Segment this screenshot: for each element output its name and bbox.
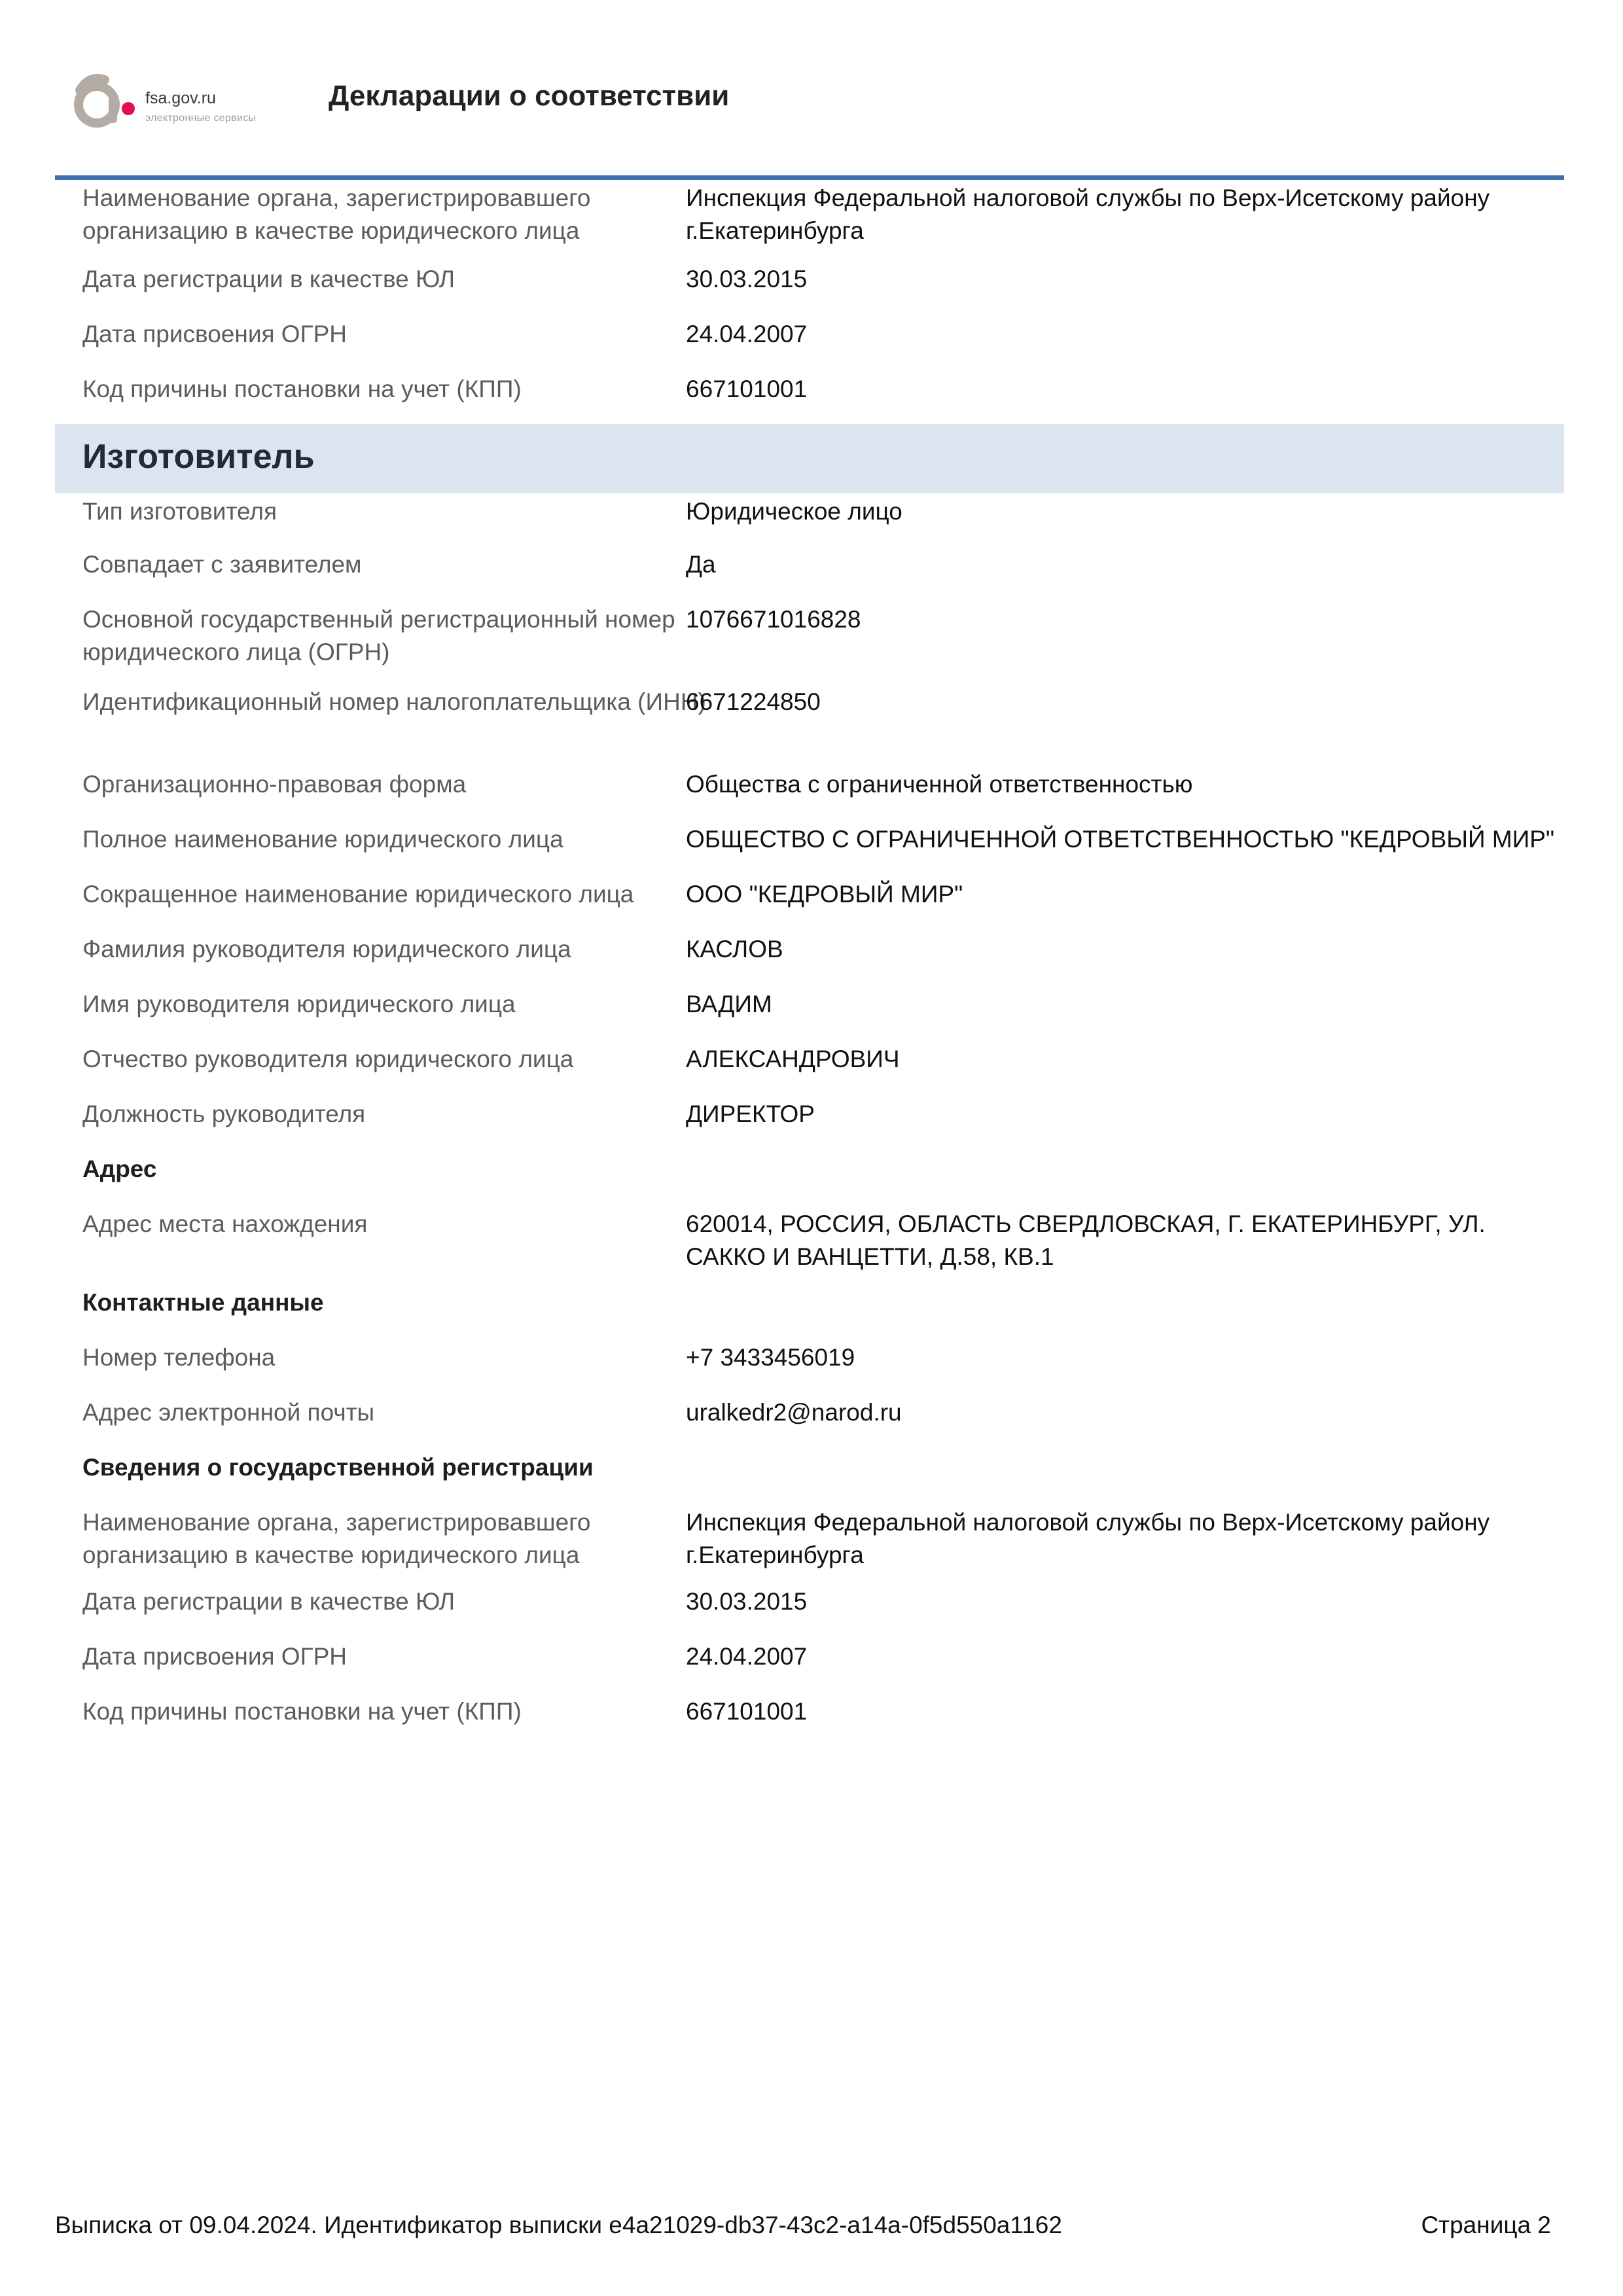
field-label: Должность руководителя: [82, 1101, 366, 1127]
field-label: Номер телефона: [82, 1344, 276, 1371]
subheading-row: [55, 1286, 1564, 1341]
field-value: АЛЕКСАНДРОВИЧ: [686, 1046, 900, 1072]
field-row: [55, 318, 1564, 373]
extract-id-text: Выписка от 09.04.2024. Идентификатор выписки e4a21029-db37-43c2-a14a-0f5d550a1162: [55, 2212, 1062, 2238]
logo-subtext: электронные сервисы: [145, 113, 257, 124]
field-row: [55, 1644, 1564, 1699]
field-label: Дата присвоения ОГРН: [82, 1643, 348, 1670]
field-row: [55, 988, 1564, 1043]
field-row: [55, 1341, 1564, 1396]
field-row: [55, 1208, 1564, 1286]
page-header: [0, 0, 1623, 183]
field-value: 620014, РОССИЯ, ОБЛАСТЬ СВЕРДЛОВСКАЯ, Г. ЕКАТЕРИНБУРГ, УЛ. САККО И ВАНЦЕТТИ, Д.58, КВ.1: [686, 1210, 1486, 1270]
field-label: Отчество руководителя юридического лица: [82, 1046, 574, 1072]
field-value: +7 3433456019: [686, 1344, 855, 1371]
field-label: Дата присвоения ОГРН: [82, 321, 348, 347]
field-row: [55, 933, 1564, 988]
field-value: 6671224850: [686, 688, 821, 715]
field-label: Основной государственный регистрационный номер юридического лица (ОГРН): [82, 606, 675, 665]
field-row: [55, 548, 1564, 603]
field-value: КАСЛОВ: [686, 936, 783, 963]
field-value: ОБЩЕСТВО С ОГРАНИЧЕННОЙ ОТВЕТСТВЕННОСТЬЮ "КЕДРОВЫЙ МИР": [686, 826, 1555, 853]
field-value: 30.03.2015: [686, 266, 808, 292]
field-row: [55, 1699, 1564, 1754]
fsa-logo-icon: [72, 71, 137, 130]
field-label: Адрес места нахождения: [82, 1210, 368, 1237]
field-label: Сокращенное наименование юридического лица: [82, 881, 634, 908]
field-value: ВАДИМ: [686, 991, 772, 1017]
field-row: [55, 823, 1564, 878]
field-value: Общества с ограниченной ответственностью: [686, 771, 1193, 798]
field-value: Юридическое лицо: [686, 498, 902, 525]
header-divider: [55, 175, 1564, 180]
section-title: Изготовитель: [82, 438, 315, 476]
field-row: [55, 1098, 1564, 1153]
field-row: [55, 878, 1564, 933]
registration-heading: Сведения о государственной регистрации: [82, 1454, 594, 1481]
page-title: Декларации о соответствии: [329, 80, 730, 112]
field-row: [55, 373, 1564, 424]
field-row: [55, 180, 1564, 263]
field-row: [55, 263, 1564, 318]
field-label: Совпадает с заявителем: [82, 551, 362, 578]
field-value: 667101001: [686, 376, 808, 402]
field-label: Код причины постановки на учет (КПП): [82, 1698, 522, 1725]
field-value: 24.04.2007: [686, 321, 808, 347]
field-label: Наименование органа, зарегистрировавшего организацию в качестве юридического лица: [82, 1509, 591, 1568]
document-content: [55, 180, 1564, 1754]
logo-text: fsa.gov.ru: [145, 89, 216, 107]
field-value: uralkedr2@narod.ru: [686, 1399, 902, 1426]
section-header-manufacturer: [55, 424, 1564, 493]
field-value: Инспекция Федеральной налоговой службы по Верх-Исетскому району г.Екатеринбурга: [686, 185, 1490, 244]
field-label: Фамилия руководителя юридического лица: [82, 936, 571, 963]
field-label: Адрес электронной почты: [82, 1399, 375, 1426]
subheading-row: [55, 1153, 1564, 1208]
field-row: [55, 1506, 1564, 1589]
field-value: ДИРЕКТОР: [686, 1101, 815, 1127]
field-row: [55, 686, 1564, 768]
field-value: 1076671016828: [686, 606, 861, 633]
address-heading: Адрес: [82, 1156, 157, 1182]
field-value: Инспекция Федеральной налоговой службы по Верх-Исетскому району г.Екатеринбурга: [686, 1509, 1490, 1568]
field-row: [55, 1589, 1564, 1644]
field-value: 667101001: [686, 1698, 808, 1725]
field-label: Наименование органа, зарегистрировавшего организацию в качестве юридического лица: [82, 185, 591, 244]
contacts-heading: Контактные данные: [82, 1289, 324, 1316]
field-value: 24.04.2007: [686, 1643, 808, 1670]
field-value: 30.03.2015: [686, 1588, 808, 1615]
field-row: [55, 1043, 1564, 1098]
field-row: [55, 493, 1564, 548]
field-value: ООО "КЕДРОВЫЙ МИР": [686, 881, 963, 908]
field-label: Полное наименование юридического лица: [82, 826, 563, 853]
field-row: [55, 603, 1564, 686]
field-label: Код причины постановки на учет (КПП): [82, 376, 522, 402]
field-row: [55, 768, 1564, 823]
field-value: Да: [686, 551, 716, 578]
field-label: Тип изготовителя: [82, 498, 277, 525]
field-label: Организационно-правовая форма: [82, 771, 467, 798]
fsa-logo[interactable]: [72, 71, 281, 149]
field-label: Идентификационный номер налогоплательщика (ИНН): [82, 688, 706, 715]
subheading-row: [55, 1451, 1564, 1506]
page-number: Страница 2: [1421, 2212, 1551, 2238]
field-label: Имя руководителя юридического лица: [82, 991, 516, 1017]
field-row: [55, 1396, 1564, 1451]
field-label: Дата регистрации в качестве ЮЛ: [82, 266, 455, 292]
field-label: Дата регистрации в качестве ЮЛ: [82, 1588, 455, 1615]
